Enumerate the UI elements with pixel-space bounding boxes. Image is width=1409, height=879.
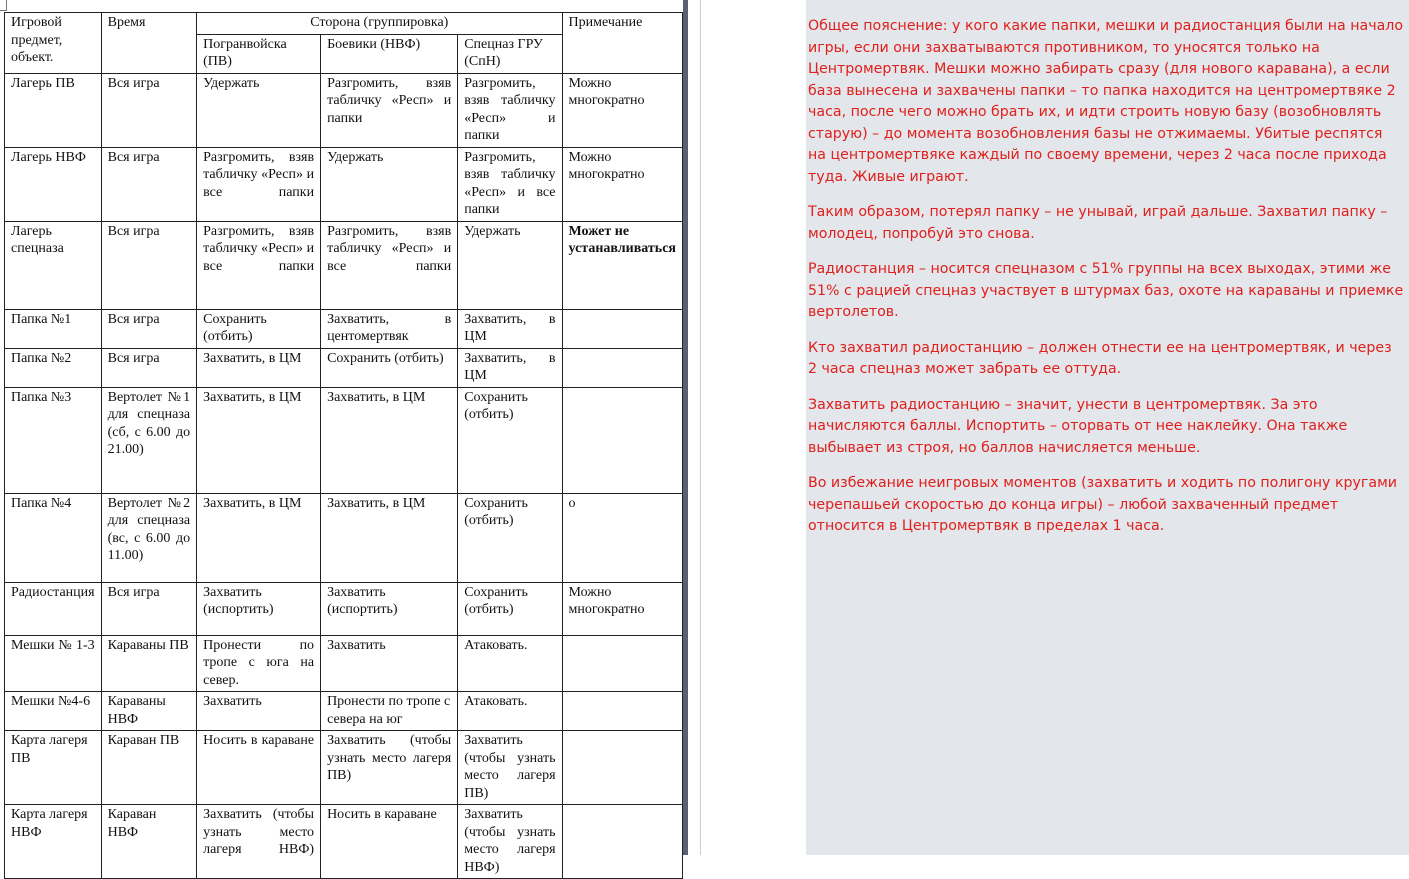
cell-notes: Можно многократно [562, 147, 682, 221]
cell-nvf: Пронести по тропе с севера на юг [321, 692, 458, 731]
header-nvf: Боевики (НВФ) [321, 34, 458, 73]
cell-pv: Захватить, в ЦМ [197, 387, 321, 493]
cell-time: Вертолет №2 для спецназа (вс, с 6.00 до 11.00) [101, 493, 197, 582]
cell-nvf: Захватить, в ЦМ [321, 387, 458, 493]
comment-text [808, 16, 1404, 552]
cell-pv: Захватить (испортить) [197, 582, 321, 635]
cell-time: Караваны НВФ [101, 692, 197, 731]
header-time: Время [101, 13, 197, 74]
cell-spn: Разгромить, взяв табличку «Респ» и папки [458, 73, 562, 147]
cell-nvf: Сохранить (отбить) [321, 348, 458, 387]
header-pv: Погранвойска (ПВ) [197, 34, 321, 73]
cell-pv: Разгромить, взяв табличку «Респ» и все папки [197, 221, 321, 309]
cell-pv: Захватить (чтобы узнать место лагеря НВФ) [197, 805, 321, 879]
table-row [5, 387, 683, 493]
cell-item: Лагерь ПВ [5, 73, 102, 147]
cell-time: Вся игра [101, 73, 197, 147]
table-row [5, 309, 683, 348]
comment-paragraph: Таким образом, потерял папку – не унывай, играй дальше. Захватил папку – молодец, попробуй это снова. [808, 204, 1388, 242]
cell-spn: Захватить (чтобы узнать место лагеря НВФ) [458, 805, 562, 879]
table-row [5, 147, 683, 221]
cell-pv: Пронести по тропе с юга на север. [197, 635, 321, 692]
header-side-group: Сторона (группировка) [197, 13, 562, 35]
cell-spn: Сохранить (отбить) [458, 582, 562, 635]
cell-nvf: Удержать [321, 147, 458, 221]
document-page [0, 0, 683, 875]
table-row [5, 635, 683, 692]
cell-item: Карта лагеря НВФ [5, 805, 102, 879]
comment-paragraph: Общее пояснение: у кого какие папки, мешки и радиостанция были на начало игры, если они захватываются противником, то уносятся только на Центромертвяк. Мешки можно забирать сразу (для нового каравана), а если база вынесена и захвачены папки – то папка находится на центромертвяке 2 часа, после чего можно брать их, и идти строить новую базу (возобновлять старую) – до момента возобновления базы не отжимаемы. Убитые респятся на центромертвяке каждый по своему времени, через 2 часа после прихода туда. Живые играют. [808, 18, 1404, 185]
cell-notes [562, 692, 682, 731]
cell-notes: Можно многократно [562, 73, 682, 147]
cell-pv: Захватить, в ЦМ [197, 348, 321, 387]
cell-nvf: Захватить, в ЦМ [321, 493, 458, 582]
table-row [5, 582, 683, 635]
cell-nvf: Захватить (испортить) [321, 582, 458, 635]
cell-spn: Удержать [458, 221, 562, 309]
cell-notes [562, 635, 682, 692]
cell-spn: Разгромить, взяв табличку «Респ» и все папки [458, 147, 562, 221]
header-notes: Примечание [562, 13, 682, 74]
cell-item: Радиостанция [5, 582, 102, 635]
cell-spn: Атаковать. [458, 692, 562, 731]
comment-paragraph: Кто захватил радиостанцию – должен отнести ее на центромертвяк, и через 2 часа спецназ может забрать ее оттуда. [808, 339, 1392, 377]
cell-pv: Носить в караване [197, 731, 321, 805]
cell-notes [562, 309, 682, 348]
cell-spn: Захватить, в ЦМ [458, 309, 562, 348]
cell-item: Папка №2 [5, 348, 102, 387]
cell-item: Мешки №4-6 [5, 692, 102, 731]
cell-spn: Сохранить (отбить) [458, 387, 562, 493]
cell-time: Вертолет №1 для спецназа (сб, с 6.00 до 21.00) [101, 387, 197, 493]
header-spn: Спецназ ГРУ (СпН) [458, 34, 562, 73]
cell-notes [562, 387, 682, 493]
cell-item: Папка №1 [5, 309, 102, 348]
cell-spn: Захватить (чтобы узнать место лагеря ПВ) [458, 731, 562, 805]
cell-item: Папка №4 [5, 493, 102, 582]
page-corner-mark [0, 0, 7, 11]
cell-nvf: Захватить (чтобы узнать место лагеря ПВ) [321, 731, 458, 805]
table-row [5, 493, 683, 582]
page-divider-bar [683, 0, 688, 855]
cell-notes: о [562, 493, 682, 582]
cell-nvf: Разгромить, взяв табличку «Респ» и папки [321, 73, 458, 147]
cell-pv: Захватить [197, 692, 321, 731]
table-row [5, 348, 683, 387]
table-header-row [5, 13, 683, 35]
cell-notes [562, 731, 682, 805]
cell-notes [562, 805, 682, 879]
cell-item: Лагерь спецназа [5, 221, 102, 309]
cell-nvf: Разгромить, взяв табличку «Респ» и все папки [321, 221, 458, 309]
cell-nvf: Носить в караване [321, 805, 458, 879]
cell-notes [562, 348, 682, 387]
cell-pv: Захватить, в ЦМ [197, 493, 321, 582]
cell-item: Мешки № 1-3 [5, 635, 102, 692]
cell-time: Вся игра [101, 221, 197, 309]
cell-item: Карта лагеря ПВ [5, 731, 102, 805]
table-row [5, 731, 683, 805]
cell-time: Караваны ПВ [101, 635, 197, 692]
comment-paragraph: Захватить радиостанцию – значит, унести в центромертвяк. За это начисляются баллы. Испортить – оторвать от нее наклейку. Она также выбывает из строя, но баллов начисляется меньше. [808, 396, 1348, 456]
cell-time: Караван ПВ [101, 731, 197, 805]
table-row [5, 221, 683, 309]
cell-spn: Захватить, в ЦМ [458, 348, 562, 387]
table-row [5, 73, 683, 147]
cell-time: Вся игра [101, 309, 197, 348]
page-divider-edge [700, 0, 701, 855]
table-row [5, 692, 683, 731]
cell-item: Лагерь НВФ [5, 147, 102, 221]
cell-nvf: Захватить, в центомертвяк [321, 309, 458, 348]
cell-nvf: Захватить [321, 635, 458, 692]
cell-time: Вся игра [101, 348, 197, 387]
comment-paragraph: Во избежание неигровых моментов (захватить и ходить по полигону кругами черепашьей скоростью до конца игры) – любой захваченный предмет относится в Центромертвяк в пределах 1 часа. [808, 475, 1398, 534]
cell-notes: Может не устанавливаться [562, 221, 682, 309]
comment-paragraph: Радиостанция – носится спецназом с 51% группы на всех выходах, этими же 51% с рацией спецназ участвует в штурмах баз, охоте на караваны и приемке вертолетов. [808, 261, 1404, 320]
game-objects-table [4, 12, 683, 879]
cell-spn: Сохранить (отбить) [458, 493, 562, 582]
cell-spn: Атаковать. [458, 635, 562, 692]
cell-item: Папка №3 [5, 387, 102, 493]
cell-time: Вся игра [101, 147, 197, 221]
cell-pv: Разгромить, взяв табличку «Респ» и все папки [197, 147, 321, 221]
cell-notes: Можно многократно [562, 582, 682, 635]
cell-time: Караван НВФ [101, 805, 197, 879]
cell-time: Вся игра [101, 582, 197, 635]
cell-pv: Сохранить (отбить) [197, 309, 321, 348]
table-row [5, 805, 683, 879]
header-item: Игровой предмет, объект. [5, 13, 102, 74]
cell-pv: Удержать [197, 73, 321, 147]
